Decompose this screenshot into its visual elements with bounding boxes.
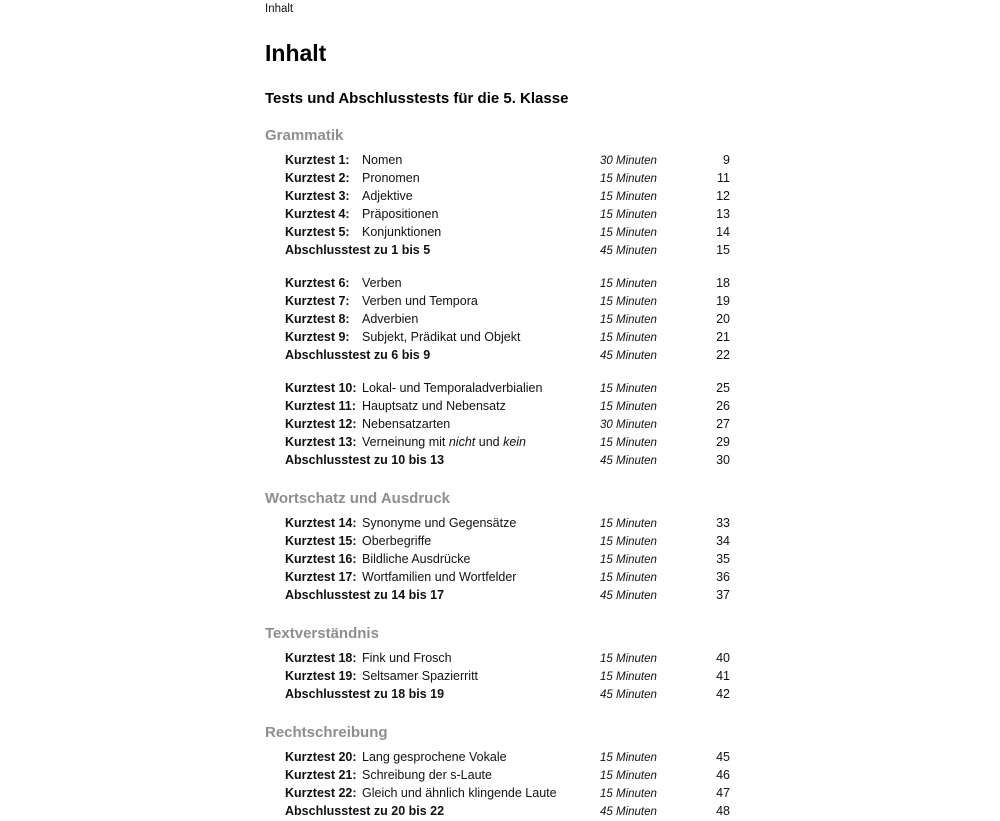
toc-row-label: Kurztest 19: xyxy=(285,669,357,683)
toc-content xyxy=(265,0,730,821)
toc-row-title: Synonyme und Gegensätze xyxy=(362,516,517,530)
toc-row-title: Bildliche Ausdrücke xyxy=(362,552,471,566)
toc-group xyxy=(265,650,730,704)
toc-row-label: Kurztest 3: xyxy=(285,189,350,203)
toc-row-page-number: 46 xyxy=(716,768,730,782)
toc-row-page-number: 14 xyxy=(716,225,730,239)
toc-row xyxy=(265,569,730,587)
toc-row-duration: 45 Minuten xyxy=(600,590,657,602)
toc-row-duration: 15 Minuten xyxy=(600,401,657,413)
toc-group xyxy=(265,515,730,605)
toc-row-duration: 15 Minuten xyxy=(600,314,657,326)
toc-row xyxy=(265,416,730,434)
toc-row xyxy=(265,380,730,398)
toc-title-segment: Verneinung mit xyxy=(362,435,449,449)
toc-row-page-number: 25 xyxy=(716,381,730,395)
toc-row-duration: 45 Minuten xyxy=(600,455,657,467)
toc-group xyxy=(265,275,730,365)
toc-row-label: Kurztest 13: xyxy=(285,435,357,449)
toc-row-label: Kurztest 8: xyxy=(285,312,350,326)
running-header: Inhalt xyxy=(265,3,294,15)
toc-row-page-number: 45 xyxy=(716,750,730,764)
toc-group xyxy=(265,749,730,821)
toc-row-label: Kurztest 2: xyxy=(285,171,350,185)
toc-row-title: Adverbien xyxy=(362,312,419,326)
toc-row-label: Kurztest 7: xyxy=(285,294,350,308)
toc-row-duration: 15 Minuten xyxy=(600,332,657,344)
toc-row-duration: 15 Minuten xyxy=(600,554,657,566)
toc-row xyxy=(265,767,730,785)
toc-section xyxy=(265,490,730,605)
toc-row xyxy=(265,551,730,569)
toc-row-duration: 15 Minuten xyxy=(600,653,657,665)
toc-row-title: Gleich und ähnlich klingende Laute xyxy=(362,786,557,800)
toc-row-title: Lang gesprochene Vokale xyxy=(362,750,507,764)
toc-row-label: Kurztest 15: xyxy=(285,534,357,548)
toc-row-label: Kurztest 11: xyxy=(285,399,356,413)
toc-row-title: Adjektive xyxy=(362,189,413,203)
toc-row-title: Konjunktionen xyxy=(362,225,442,239)
toc-summary-row xyxy=(265,242,730,260)
toc-row-duration: 45 Minuten xyxy=(600,350,657,362)
toc-row-page-number: 34 xyxy=(716,534,730,548)
toc-title-segment: kein xyxy=(503,435,527,449)
toc-row-duration: 15 Minuten xyxy=(600,296,657,308)
toc-row-page-number: 30 xyxy=(716,453,730,467)
toc-row-duration: 45 Minuten xyxy=(600,245,657,257)
toc-row xyxy=(265,275,730,293)
toc-row-title xyxy=(362,434,600,451)
toc-row-title: Pronomen xyxy=(362,171,420,185)
toc-row-title: Hauptsatz und Nebensatz xyxy=(362,399,506,413)
toc-row-label: Abschlusstest zu 10 bis 13 xyxy=(285,453,445,467)
toc-row xyxy=(265,206,730,224)
toc-row-page-number: 11 xyxy=(717,171,730,185)
page-title: Inhalt xyxy=(265,40,327,66)
toc-row xyxy=(265,293,730,311)
toc-row-page-number: 47 xyxy=(716,786,730,800)
toc-row-page-number: 36 xyxy=(716,570,730,584)
section-heading: Textverständnis xyxy=(265,625,379,642)
toc-row-page-number: 15 xyxy=(716,243,730,257)
toc-row-title: Fink und Frosch xyxy=(362,651,452,665)
toc-row-title: Schreibung der s-Laute xyxy=(362,768,492,782)
toc-row xyxy=(265,329,730,347)
toc-row-title: Verben xyxy=(362,276,402,290)
section-heading: Grammatik xyxy=(265,127,344,144)
toc-row-label: Kurztest 5: xyxy=(285,225,350,239)
toc-row-title: Verben und Tempora xyxy=(362,294,478,308)
toc-row-page-number: 42 xyxy=(716,687,730,701)
toc-row-title: Lokal- und Temporaladverbialien xyxy=(362,381,543,395)
toc-sections xyxy=(265,127,730,821)
toc-row-duration: 45 Minuten xyxy=(600,806,657,818)
toc-row-duration: 30 Minuten xyxy=(600,419,657,431)
toc-row-title: Präpositionen xyxy=(362,207,439,221)
page-subtitle: Tests und Abschlusstests für die 5. Klasse xyxy=(265,90,569,107)
toc-row-page-number: 18 xyxy=(716,276,730,290)
toc-row-title: Nomen xyxy=(362,153,403,167)
toc-row-label: Kurztest 21: xyxy=(285,768,357,782)
toc-row xyxy=(265,650,730,668)
toc-row xyxy=(265,785,730,803)
toc-section xyxy=(265,625,730,704)
toc-row-duration: 15 Minuten xyxy=(600,383,657,395)
toc-row-label: Kurztest 20: xyxy=(285,750,357,764)
toc-row-label: Kurztest 9: xyxy=(285,330,350,344)
toc-row-page-number: 19 xyxy=(716,294,730,308)
toc-row-duration: 15 Minuten xyxy=(600,788,657,800)
toc-row-page-number: 29 xyxy=(716,435,730,449)
toc-row-title: Subjekt, Prädikat und Objekt xyxy=(362,330,521,344)
toc-row xyxy=(265,434,730,452)
toc-row xyxy=(265,515,730,533)
toc-row-label: Kurztest 14: xyxy=(285,516,357,530)
toc-row xyxy=(265,311,730,329)
toc-row-duration: 15 Minuten xyxy=(600,278,657,290)
toc-row-duration: 15 Minuten xyxy=(600,437,657,449)
section-heading: Rechtschreibung xyxy=(265,724,388,741)
toc-row-duration: 30 Minuten xyxy=(600,155,657,167)
toc-row-title: Wortfamilien und Wortfelder xyxy=(362,570,517,584)
toc-summary-row xyxy=(265,587,730,605)
toc-row-duration: 15 Minuten xyxy=(600,572,657,584)
toc-row-label: Kurztest 1: xyxy=(285,153,350,167)
toc-row xyxy=(265,398,730,416)
toc-row-page-number: 27 xyxy=(716,417,730,431)
toc-row-label: Abschlusstest zu 1 bis 5 xyxy=(285,243,431,257)
toc-summary-row xyxy=(265,803,730,821)
toc-row-label: Abschlusstest zu 6 bis 9 xyxy=(285,348,431,362)
toc-row-page-number: 48 xyxy=(716,804,730,818)
toc-row-page-number: 37 xyxy=(716,588,730,602)
toc-row xyxy=(265,668,730,686)
toc-row xyxy=(265,749,730,767)
toc-row-title: Oberbegriffe xyxy=(362,534,432,548)
toc-row xyxy=(265,224,730,242)
toc-summary-row xyxy=(265,347,730,365)
toc-group xyxy=(265,152,730,260)
toc-row-label: Kurztest 22: xyxy=(285,786,357,800)
toc-row-page-number: 33 xyxy=(716,516,730,530)
toc-row-duration: 15 Minuten xyxy=(600,209,657,221)
toc-row-title: Nebensatzarten xyxy=(362,417,451,431)
toc-row-duration: 15 Minuten xyxy=(600,227,657,239)
toc-group xyxy=(265,380,730,470)
toc-row-page-number: 40 xyxy=(716,651,730,665)
toc-row-page-number: 22 xyxy=(716,348,730,362)
toc-row xyxy=(265,170,730,188)
toc-row-label: Kurztest 6: xyxy=(285,276,350,290)
toc-row-label: Kurztest 12: xyxy=(285,417,357,431)
toc-row-label: Abschlusstest zu 18 bis 19 xyxy=(285,687,445,701)
toc-row-page-number: 20 xyxy=(716,312,730,326)
toc-row-duration: 15 Minuten xyxy=(600,173,657,185)
toc-row-label: Kurztest 17: xyxy=(285,570,357,584)
toc-row-page-number: 21 xyxy=(716,330,730,344)
toc-title-segment: nicht xyxy=(448,435,476,449)
toc-row-page-number: 41 xyxy=(716,669,730,683)
toc-row-label: Kurztest 10: xyxy=(285,381,357,395)
toc-row-page-number: 26 xyxy=(716,399,730,413)
toc-row-label: Kurztest 18: xyxy=(285,651,357,665)
toc-row xyxy=(265,188,730,206)
toc-row-label: Kurztest 16: xyxy=(285,552,357,566)
toc-row-title: Seltsamer Spazierritt xyxy=(362,669,479,683)
toc-row-label: Kurztest 4: xyxy=(285,207,350,221)
toc-summary-row xyxy=(265,686,730,704)
toc-row xyxy=(265,533,730,551)
toc-title-segment: und xyxy=(475,435,504,449)
toc-row-page-number: 12 xyxy=(716,189,730,203)
section-heading: Wortschatz und Ausdruck xyxy=(265,490,451,507)
toc-row-label: Abschlusstest zu 20 bis 22 xyxy=(285,804,445,818)
toc-section xyxy=(265,724,730,821)
toc-row-page-number: 13 xyxy=(716,207,730,221)
toc-row-page-number: 9 xyxy=(723,153,730,167)
toc-summary-row xyxy=(265,452,730,470)
toc-row-duration: 15 Minuten xyxy=(600,770,657,782)
toc-row-duration: 15 Minuten xyxy=(600,536,657,548)
toc-row-duration: 15 Minuten xyxy=(600,752,657,764)
toc-row-duration: 15 Minuten xyxy=(600,518,657,530)
toc-row-label: Abschlusstest zu 14 bis 17 xyxy=(285,588,445,602)
toc-row-duration: 15 Minuten xyxy=(600,671,657,683)
toc-row-duration: 45 Minuten xyxy=(600,689,657,701)
toc-section xyxy=(265,127,730,470)
toc-row-page-number: 35 xyxy=(716,552,730,566)
toc-row xyxy=(265,152,730,170)
toc-row-duration: 15 Minuten xyxy=(600,191,657,203)
